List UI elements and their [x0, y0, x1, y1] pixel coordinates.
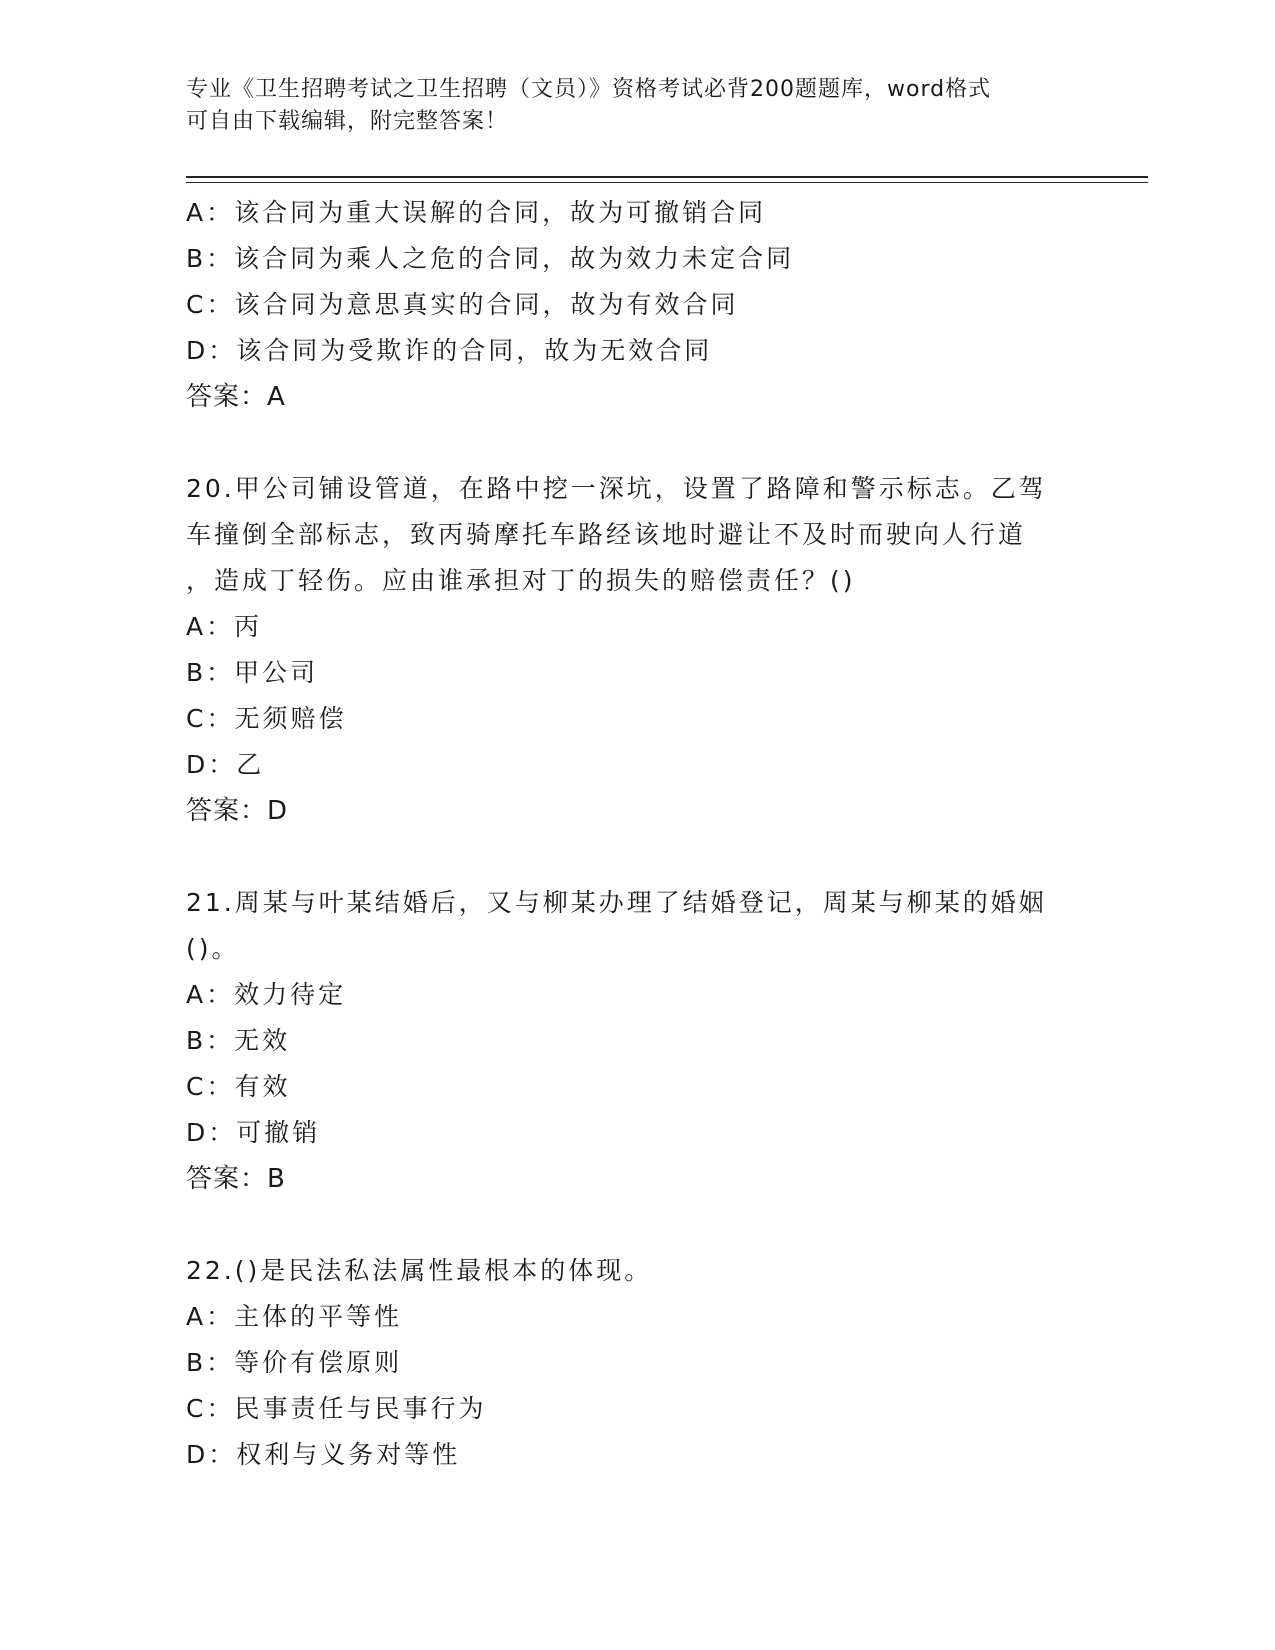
option-c: C：民事责任与民事行为: [186, 1394, 487, 1423]
spacer: [186, 834, 1086, 880]
header-divider-thick: [186, 176, 1148, 178]
option-b: B：该合同为乘人之危的合同，故为效力未定合同: [186, 244, 795, 273]
header-divider-thin: [186, 182, 1148, 183]
header-line-1: 专业《卫生招聘考试之卫生招聘（文员）》资格考试必背200题题库，word格式: [186, 77, 992, 102]
header-line-2: 可自由下载编辑，附完整答案！: [186, 109, 509, 134]
option-d: D：乙: [186, 750, 265, 779]
option-b: B：无效: [186, 1026, 291, 1055]
option-d: D：可撤销: [186, 1118, 321, 1147]
option-a: A：效力待定: [186, 980, 347, 1009]
answer: 答案：A: [186, 382, 286, 412]
question-text-line: 车撞倒全部标志，致丙骑摩托车路经该地时避让不及时而驶向人行道: [186, 520, 1027, 549]
question-20: [186, 466, 1086, 834]
question-list: [186, 190, 1086, 1478]
question-text-line: ，造成丁轻伤。应由谁承担对丁的损失的赔偿责任？(): [186, 566, 856, 595]
option-d: D：权利与义务对等性: [186, 1440, 461, 1469]
question-text-line: 21.周某与叶某结婚后，又与柳某办理了结婚登记，周某与柳某的婚姻: [186, 888, 1047, 917]
answer: 答案：D: [186, 796, 289, 826]
spacer: [186, 420, 1086, 466]
option-a: A：丙: [186, 612, 263, 641]
question-19: [186, 190, 1086, 420]
option-b: B：等价有偿原则: [186, 1348, 403, 1377]
spacer: [186, 1202, 1086, 1248]
option-a: A：该合同为重大误解的合同，故为可撤销合同: [186, 198, 767, 227]
question-text-line: ()。: [186, 934, 240, 963]
option-c: C：无须赔偿: [186, 704, 347, 733]
question-22: [186, 1248, 1086, 1478]
option-d: D：该合同为受欺诈的合同，故为无效合同: [186, 336, 713, 365]
option-c: C：有效: [186, 1072, 291, 1101]
option-b: B：甲公司: [186, 658, 319, 687]
document-header: [186, 74, 1086, 138]
question-21: [186, 880, 1086, 1202]
option-c: C：该合同为意思真实的合同，故为有效合同: [186, 290, 739, 319]
question-text-line: 22.()是民法私法属性最根本的体现。: [186, 1256, 653, 1285]
question-text-line: 20.甲公司铺设管道，在路中挖一深坑，设置了路障和警示标志。乙驾: [186, 474, 1047, 503]
answer: 答案：B: [186, 1164, 286, 1194]
option-a: A：主体的平等性: [186, 1302, 403, 1331]
